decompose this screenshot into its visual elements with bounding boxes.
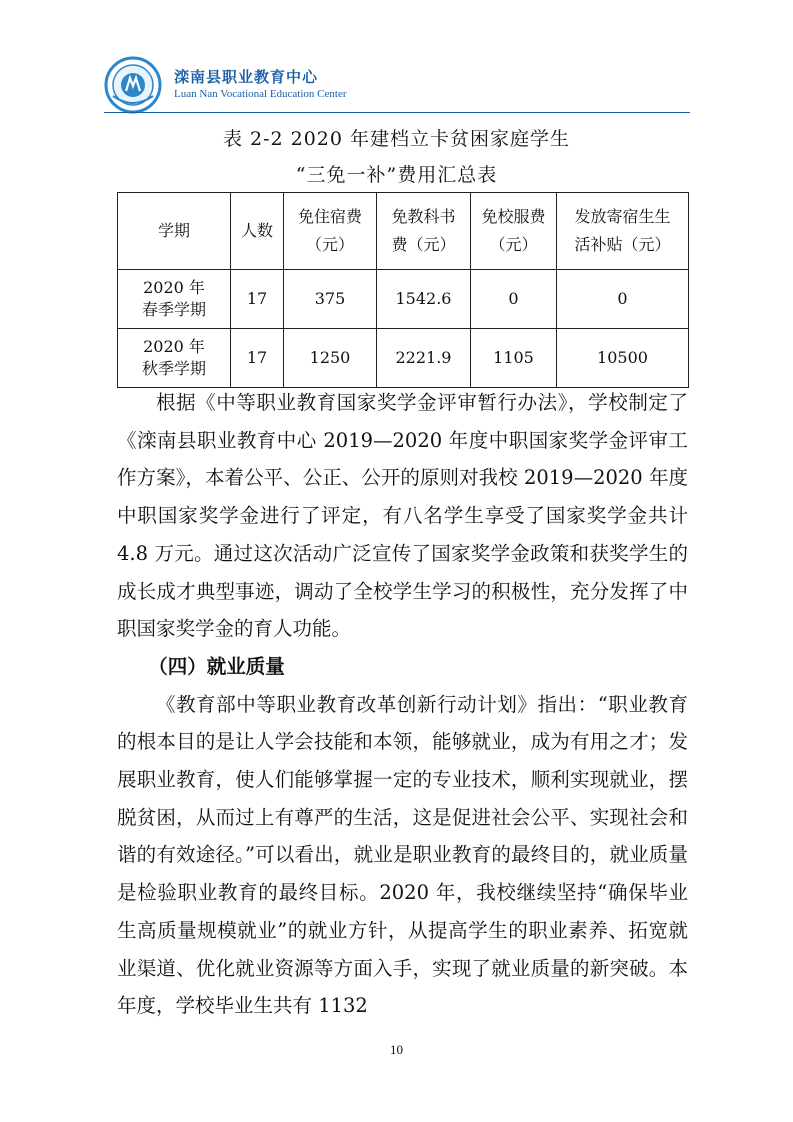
table-caption-line1: 表 2-2 2020 年建档立卡贫困家庭学生	[222, 128, 571, 150]
paragraph-employment: 《教育部中等职业教育改革创新行动计划》指出：“职业教育的根本目的是让人学会技能和本领，能够就业，成为有用之才；发展职业教育，使人们能够掌握一定的专业技术，顺利实现就业，摆脱贫困，从而过上有尊严的生活，这是促进社会公平、实现社会和谐的有效途径。”可以看出，就业是职业教育的最终目的，就业质量是检验职业教育的最终目标。2020 年，我校继续坚持“确保毕业生高质量规模就业”的就业方针，从提高学生的职业素养、拓宽就业渠道、优化就业资源等方面入手，实现了就业质量的新突破。本年度，学校毕业生共有 1132	[117, 692, 688, 1018]
table-cell: 0	[557, 270, 689, 329]
table-cell: 2221.9	[377, 329, 471, 388]
paragraph-scholarship: 根据《中等职业教育国家奖学金评审暂行办法》，学校制定了《滦南县职业教育中心 2019—2020 年度中职国家奖学金评审工作方案》，本着公平、公正、公开的原则对我校 2019—2020 年度中职国家奖学金进行了评定，有八名学生享受了国家奖学金共计 4.8 万元。通过这次活动广泛宣传了国家奖学金政策和获奖学生的成长成才典型事迹，调动了全校学生学习的积极性，充分发挥了中职国家奖学金的育人功能。	[117, 391, 688, 641]
header-cell: 人数	[231, 193, 284, 270]
fee-summary-table	[117, 192, 689, 388]
school-name-en: Luan Nan Vocational Education Center	[174, 88, 347, 100]
header-divider	[104, 112, 690, 113]
header-cell: 免住宿费 （元）	[284, 193, 377, 270]
header-cell: 学期	[118, 193, 231, 270]
table-header-row	[118, 193, 689, 270]
table-caption-line2: “三免一补”费用汇总表	[295, 164, 498, 186]
section-heading-employment: （四）就业质量	[148, 654, 285, 678]
table-cell: 2020 年 春季学期	[118, 270, 231, 329]
header-cell: 免校服费 （元）	[471, 193, 557, 270]
header-cell: 发放寄宿生生 活补贴（元）	[557, 193, 689, 270]
school-logo-icon	[104, 56, 162, 114]
page-header	[104, 54, 690, 114]
table-cell: 375	[284, 270, 377, 329]
table-cell: 0	[471, 270, 557, 329]
page-number: 10	[390, 1042, 403, 1057]
table-row	[118, 329, 689, 388]
table-cell: 2020 年 秋季学期	[118, 329, 231, 388]
table-cell: 17	[231, 270, 284, 329]
table-cell: 1105	[471, 329, 557, 388]
table-cell: 1250	[284, 329, 377, 388]
table-cell: 17	[231, 329, 284, 388]
body-text	[117, 384, 688, 1025]
table-cell: 1542.6	[377, 270, 471, 329]
school-name-cn: 滦南县职业教育中心	[174, 68, 319, 86]
table-row	[118, 270, 689, 329]
table-cell: 10500	[557, 329, 689, 388]
header-cell: 免教科书 费（元）	[377, 193, 471, 270]
